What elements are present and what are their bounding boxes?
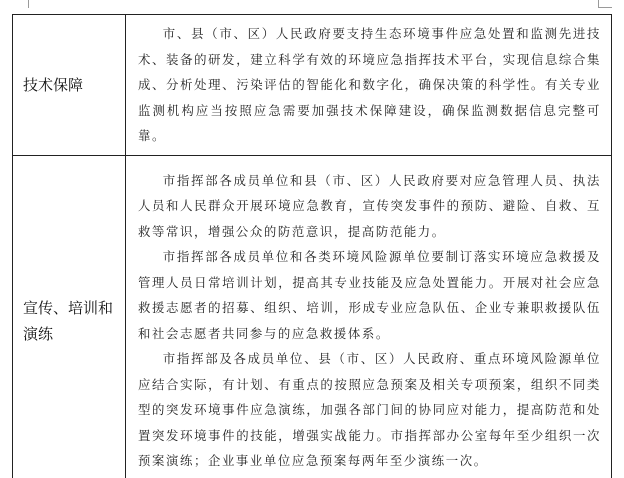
row-content-technical-support: [126, 15, 612, 156]
content-paragraph: 市指挥部各成员单位和县（市、区）人民政府要对应急管理人员、执法人员和人民群众开展环境应急教育，宣传突发事件的预防、避险、自救、互救等常识，增强公众的防范意识，提高防范能力。: [138, 172, 601, 239]
content-paragraph: 市指挥部各成员单位和各类环境风险源单位要制订落实环境应急救援及管理人员日常培训计划，提高其专业技能及应急处置能力。开展对社会应急救援志愿者的招募、组织、培训，形成专业应急队伍、企业专兼职救援队伍和社会志愿者共同参与的应急救援体系。: [138, 249, 601, 341]
table-row: [13, 155, 612, 478]
crop-mark-top-left: [28, 0, 29, 8]
row-label-publicity-training-drills: 宣传、培训和演练: [13, 155, 126, 478]
plan-table: [12, 14, 612, 478]
content-paragraph: 市指挥部及各成员单位、县（市、区）人民政府、重点环境风险源单位应结合实际，有计划、有重点的按照应急预案及相关专项预案，组织不同类型的突发环境事件应急演练，加强各部门间的协同应对能力，提高防范和处置突发环境事件的技能，增强实战能力。市指挥部办公室每年至少组织一次预案演练；企业事业单位应急预案每两年至少演练一次。: [138, 351, 601, 468]
row-label-technical-support: 技术保障: [13, 15, 126, 156]
content-paragraph: 市、县（市、区）人民政府要支持生态环境事件应急处置和监测先进技术、装备的研发，建立科学有效的环境应急指挥技术平台，实现信息综合集成、分析处理、污染评估的智能化和数字化，确保决策的科学性。有关专业监测机构应当按照应急需要加强技术保障建设，确保监测数据信息完整可靠。: [138, 26, 601, 143]
table-row: [13, 15, 612, 156]
crop-mark-top-right-horizontal: [598, 7, 612, 8]
row-content-publicity-training-drills: [126, 155, 612, 478]
